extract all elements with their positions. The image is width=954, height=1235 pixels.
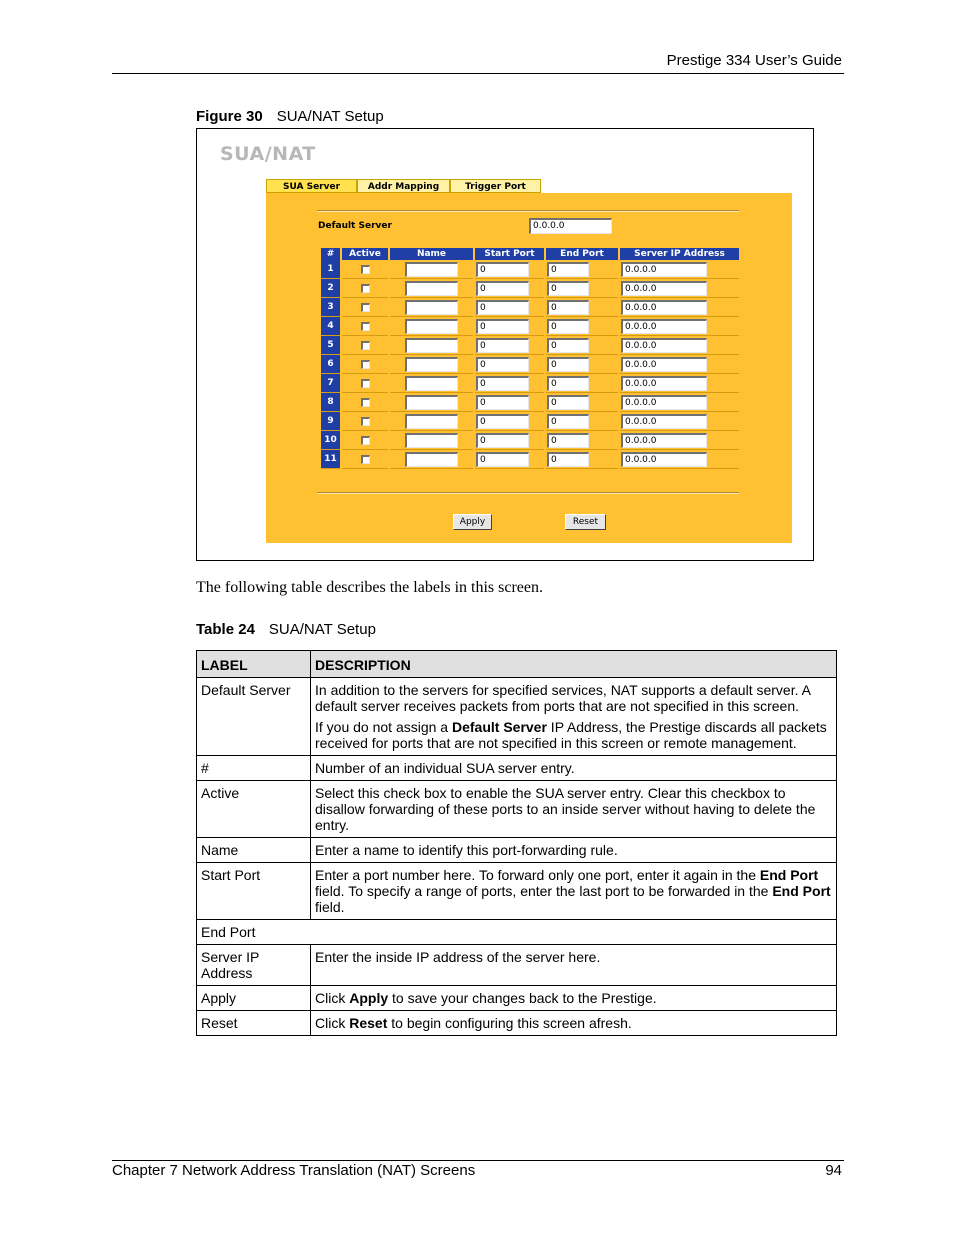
active-checkbox[interactable] [361,417,370,426]
col-header-server-ip: Server IP Address [620,248,739,260]
active-cell [342,298,388,317]
row-label: Reset [197,1011,311,1036]
table-row [321,450,739,469]
server-ip-input[interactable]: 0.0.0.0 [621,395,707,410]
description-text: In addition to the servers for specified services, NAT supports a default server. A default server receives packets from ports that are not specified in this screen. [315,682,811,714]
name-input[interactable] [405,452,458,467]
end-port-input[interactable]: 0 [547,376,589,391]
server-ip-input[interactable]: 0.0.0.0 [621,414,707,429]
active-checkbox[interactable] [361,284,370,293]
running-header: Prestige 334 User’s Guide [666,52,842,69]
table-row [321,279,739,298]
name-input[interactable] [405,395,458,410]
start-port-cell [475,279,544,298]
table-row [197,1011,837,1036]
start-port-cell [475,355,544,374]
row-description [311,678,837,756]
active-cell [342,374,388,393]
row-number: 5 [321,336,340,355]
end-port-cell [546,336,618,355]
tab-sua-server[interactable]: SUA Server [266,179,357,193]
row-number: 3 [321,298,340,317]
name-input[interactable] [405,376,458,391]
name-cell [390,260,473,279]
name-cell [390,374,473,393]
end-port-cell [546,279,618,298]
default-server-label: Default Server [318,221,392,231]
row-label: Name [197,838,311,863]
server-ip-input[interactable]: 0.0.0.0 [621,281,707,296]
end-port-cell [546,298,618,317]
table-row [321,412,739,431]
page-number: 94 [825,1162,842,1179]
row-number: 2 [321,279,340,298]
table-row [197,920,837,945]
server-ip-cell [620,260,739,279]
table-row [197,945,837,986]
name-input[interactable] [405,319,458,334]
figure-title: SUA/NAT Setup [276,108,384,125]
server-ip-input[interactable]: 0.0.0.0 [621,376,707,391]
end-port-input[interactable]: 0 [547,338,589,353]
server-ip-input[interactable]: 0.0.0.0 [621,262,707,277]
start-port-cell [475,298,544,317]
start-port-input[interactable]: 0 [476,395,529,410]
active-cell [342,450,388,469]
end-port-cell [546,450,618,469]
active-checkbox[interactable] [361,379,370,388]
row-number: 11 [321,450,340,469]
active-checkbox[interactable] [361,436,370,445]
reset-button[interactable]: Reset [565,514,606,530]
start-port-cell [475,336,544,355]
start-port-input[interactable]: 0 [476,338,529,353]
end-port-cell [546,412,618,431]
label-description-table [196,650,837,1036]
active-cell [342,431,388,450]
panel-divider [317,492,739,494]
row-description: Number of an individual SUA server entry. [311,756,837,781]
description-text: If you do not assign a Default Server IP Address, the Prestige discards all packets received for ports that are not specified in this screen or remote management. [315,719,827,751]
active-cell [342,412,388,431]
name-input[interactable] [405,357,458,372]
end-port-input[interactable]: 0 [547,357,589,372]
server-ip-input[interactable]: 0.0.0.0 [621,300,707,315]
row-label: End Port [197,920,837,945]
end-port-input[interactable]: 0 [547,281,589,296]
start-port-cell [475,450,544,469]
name-cell [390,298,473,317]
server-ip-cell [620,450,739,469]
sua-server-table [319,248,741,469]
figure-number: Figure 30 [196,108,263,125]
row-label: Default Server [197,678,311,756]
row-label: Server IP Address [197,945,311,986]
start-port-cell [475,431,544,450]
default-server-input[interactable]: 0.0.0.0 [529,218,612,234]
start-port-input[interactable]: 0 [476,433,529,448]
start-port-cell [475,393,544,412]
header-description: DESCRIPTION [311,651,837,678]
header-label: LABEL [197,651,311,678]
figure-caption [196,108,384,125]
table-title: SUA/NAT Setup [268,621,376,638]
name-cell [390,412,473,431]
name-input[interactable] [405,281,458,296]
row-description: Select this check box to enable the SUA server entry. Clear this checkbox to disallow forwarding of these ports to an inside server without having to delete the entry. [311,781,837,838]
end-port-cell [546,317,618,336]
row-description: Click Apply to save your changes back to the Prestige. [311,986,837,1011]
table-row [321,336,739,355]
row-label: Start Port [197,863,311,920]
apply-button[interactable]: Apply [453,514,492,530]
server-ip-cell [620,317,739,336]
name-cell [390,317,473,336]
name-input[interactable] [405,300,458,315]
active-checkbox[interactable] [361,322,370,331]
end-port-input[interactable]: 0 [547,300,589,315]
row-description: Enter a port number here. To forward only one port, enter it again in the End Port field. To specify a range of ports, enter the last port to be forwarded in the End Port field. [311,863,837,920]
table-row [321,374,739,393]
name-cell [390,336,473,355]
row-number: 4 [321,317,340,336]
name-input[interactable] [405,414,458,429]
row-description: Enter the inside IP address of the server here. [311,945,837,986]
table-row [197,986,837,1011]
end-port-cell [546,355,618,374]
name-input[interactable] [405,262,458,277]
end-port-input[interactable]: 0 [547,262,589,277]
server-ip-cell [620,336,739,355]
server-ip-cell [620,279,739,298]
start-port-input[interactable]: 0 [476,414,529,429]
end-port-input[interactable]: 0 [547,433,589,448]
active-cell [342,393,388,412]
table-row [197,863,837,920]
footer-rule [112,1160,844,1161]
table-row [321,260,739,279]
table-row [197,838,837,863]
active-checkbox[interactable] [361,360,370,369]
tab-addr-mapping[interactable]: Addr Mapping [357,179,450,193]
row-number: 10 [321,431,340,450]
start-port-input[interactable]: 0 [476,262,529,277]
active-cell [342,336,388,355]
row-number: 7 [321,374,340,393]
row-label: # [197,756,311,781]
table-row [321,393,739,412]
start-port-cell [475,412,544,431]
footer-chapter: Chapter 7 Network Address Translation (NAT) Screens [112,1162,476,1179]
col-header-start-port: Start Port [475,248,544,260]
row-number: 6 [321,355,340,374]
active-checkbox[interactable] [361,303,370,312]
start-port-cell [475,260,544,279]
name-cell [390,279,473,298]
panel-divider [317,210,739,212]
name-cell [390,393,473,412]
table-row [321,317,739,336]
name-input[interactable] [405,338,458,353]
table-row [321,355,739,374]
server-ip-cell [620,355,739,374]
server-ip-input[interactable]: 0.0.0.0 [621,319,707,334]
tab-trigger-port[interactable]: Trigger Port [450,179,541,193]
col-header-name: Name [390,248,473,260]
ui-page-title: SUA/NAT [220,143,316,165]
active-cell [342,355,388,374]
server-ip-input[interactable]: 0.0.0.0 [621,338,707,353]
active-cell [342,279,388,298]
active-cell [342,260,388,279]
end-port-cell [546,374,618,393]
start-port-input[interactable]: 0 [476,300,529,315]
row-description: Enter a name to identify this port-forwarding rule. [311,838,837,863]
end-port-input[interactable]: 0 [547,395,589,410]
server-ip-input[interactable]: 0.0.0.0 [621,433,707,448]
row-label: Active [197,781,311,838]
start-port-cell [475,374,544,393]
start-port-input[interactable]: 0 [476,319,529,334]
table-row [321,298,739,317]
server-ip-cell [620,374,739,393]
row-number: 9 [321,412,340,431]
active-checkbox[interactable] [361,341,370,350]
name-cell [390,355,473,374]
table-caption [196,621,376,638]
table-row [197,678,837,756]
server-ip-input[interactable]: 0.0.0.0 [621,452,707,467]
table-row [197,756,837,781]
server-ip-cell [620,298,739,317]
server-rows [321,260,739,469]
start-port-input[interactable]: 0 [476,452,529,467]
active-checkbox[interactable] [361,455,370,464]
end-port-input[interactable]: 0 [547,452,589,467]
table-number: Table 24 [196,621,255,638]
intro-paragraph: The following table describes the labels in this screen. [196,579,544,596]
start-port-input[interactable]: 0 [476,281,529,296]
end-port-input[interactable]: 0 [547,414,589,429]
end-port-cell [546,393,618,412]
row-label: Apply [197,986,311,1011]
start-port-input[interactable]: 0 [476,376,529,391]
end-port-cell [546,431,618,450]
start-port-cell [475,317,544,336]
row-description: Click Reset to begin configuring this screen afresh. [311,1011,837,1036]
name-cell [390,431,473,450]
row-number: 1 [321,260,340,279]
start-port-input[interactable]: 0 [476,357,529,372]
name-cell [390,450,473,469]
server-ip-cell [620,412,739,431]
table-row [321,431,739,450]
col-header-end-port: End Port [546,248,618,260]
server-ip-cell [620,431,739,450]
end-port-input[interactable]: 0 [547,319,589,334]
name-input[interactable] [405,433,458,448]
server-ip-input[interactable]: 0.0.0.0 [621,357,707,372]
col-header-num: # [321,248,340,260]
end-port-cell [546,260,618,279]
active-cell [342,317,388,336]
table-row [197,781,837,838]
row-number: 8 [321,393,340,412]
active-checkbox[interactable] [361,398,370,407]
col-header-active: Active [342,248,388,260]
header-rule [112,73,844,74]
server-ip-cell [620,393,739,412]
active-checkbox[interactable] [361,265,370,274]
